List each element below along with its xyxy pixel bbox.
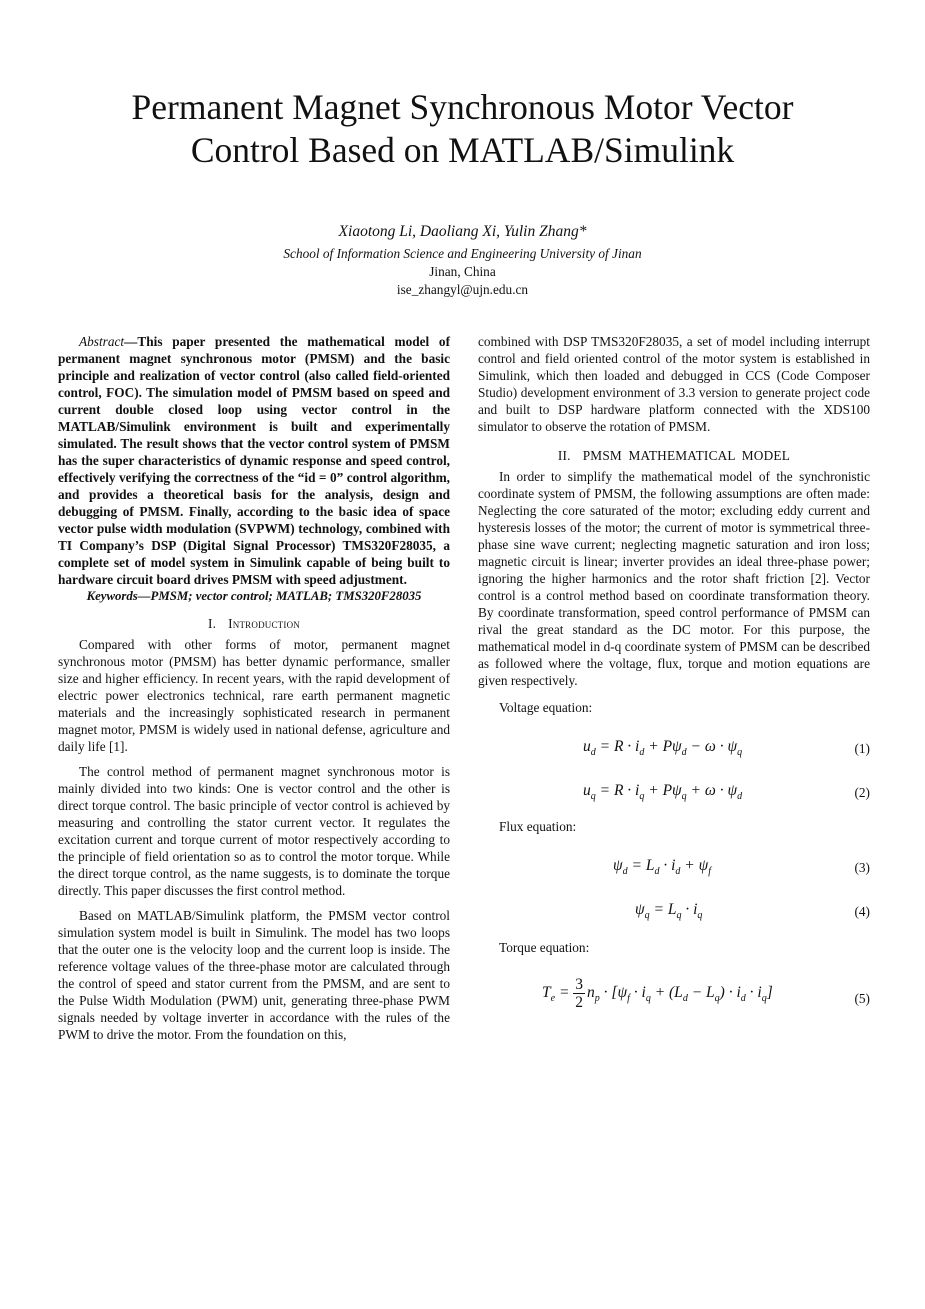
author-list: Xiaotong Li, Daoliang Xi, Yulin Zhang* (338, 223, 587, 240)
location: Jinan, China (429, 264, 496, 279)
abstract-dash: — (124, 334, 138, 349)
abstract (58, 333, 450, 588)
intro-paragraph-3: Based on MATLAB/Simulink platform, the PMSM vector control simulation system model is built in Simulink. The model has two loops that the outer one is the velocity loop and the current loop is inside. The reference voltage values of the three-phase motor are calculated through the control of speed and stator current from the PMSM, and are sent to the Pulse Width Modulation (PWM) unit, generating three-phase PWM signals needed by voltage inverter in accordance with the rules of the PWM to drive the motor. From the foundation on this, (58, 908, 450, 1042)
intro-paragraph-1: Compared with other forms of motor, permanent magnet synchronous motor (PMSM) has better dynamic performance, smaller size and higher efficiency. In recent years, with the rapid development of electric power electronics technical, rare earth permanent magnetic materials and the increasingly sophisticated research in permanent magnet motor, PMSM is widely used in national defense, agriculture and daily life [1]. (58, 637, 450, 754)
equation-4 (478, 889, 870, 933)
voltage-equation-label: Voltage equation: (499, 700, 593, 715)
left-column (58, 333, 450, 1043)
section-number: II. (557, 448, 571, 463)
section-heading-model (478, 447, 870, 464)
equation-5 (478, 970, 870, 1026)
equation-1 (478, 726, 870, 770)
abstract-lead: Abstract (79, 334, 125, 349)
title-line-1: Permanent Magnet Synchronous Motor Vector (131, 87, 794, 127)
right-column (478, 333, 870, 1026)
section-title: Introduction (228, 616, 300, 631)
intro-paragraph-continued: combined with DSP TMS320F28035, a set of model including interrupt control and field oriented control of the motor system is established in Simulink, which then loaded and debugged in CCS (Code Composer Studio) development environment of 3.3 version to generate project code and built to DSP hardware platform connected with the XDS100 simulator to observe the rotation of PMSM. (478, 334, 870, 434)
model-paragraph: In order to simplify the mathematical model of the synchronistic coordinate system of PMSM, the following assumptions are often made: Neglecting the core saturated of the motor; excluding eddy current and hysteresis losses of the motor; the current of motor is symmetrical three-phase sine wave current; neglecting magnetic saturation and iron loss; magnetic circuit is linear; inverter provides an ideal three-phase power; ignoring the higher harmonics and the rotor shaft friction [2]. Vector control is a control method based on coordinate transformation theory. By coordinate transformation, speed control performance of PMSM can rival the great standard as the DC motor. For this purpose, the mathematical model in d-q coordinate system of PMSM can be described as followed where the voltage, flux, torque and motion equations are given respectively. (478, 469, 870, 688)
intro-paragraph-2: The control method of permanent magnet synchronous motor is mainly divided into two kinds: One is vector control and the other is direct torque control. The basic principle of vector control is achieved by measuring and controlling the stator current vector. It regulates the excitation current and torque current of motor respectively according to the principle of field orientation so as to control the motor torque. While the direct torque control, as the name suggests, is to dominate the torque directly. This paper discusses the first control method. (58, 764, 450, 898)
torque-equation-label: Torque equation: (499, 940, 590, 955)
affiliation-block (0, 245, 925, 299)
fraction-three-halves: $\frac{3}{2}$ (575, 976, 584, 1011)
equation-number: (2) (854, 785, 870, 800)
equation-number: (5) (854, 991, 870, 1006)
keywords: Keywords—PMSM; vector control; MATLAB; TMS320F28035 (86, 589, 422, 603)
equation-2-formula: $u_q = R \cdot i_q + P\psi_q + \omega \cdot \psi_d$ (583, 782, 743, 803)
equation-3 (478, 845, 870, 889)
email: ise_zhangyl@ujn.edu.cn (396, 282, 529, 297)
equation-2 (478, 770, 870, 814)
equation-1-formula: $u_d = R \cdot i_d + P\psi_d - \omega \cdot \psi_q$ (583, 738, 743, 759)
equation-5-formula: $T_e$ = $\frac{3}{2}$ $n_p \cdot [\psi_f \cdot i_q + (L_d - L_q) \cdot i_d \cdot i_q]$ (542, 976, 773, 1011)
section-number: I. (208, 616, 217, 631)
equation-number: (3) (854, 860, 870, 875)
paper-title (0, 86, 925, 172)
flux-equation-label: Flux equation: (499, 819, 577, 834)
section-heading-introduction (58, 615, 450, 632)
section-title: PMSM MATHEMATICAL MODEL (582, 448, 791, 463)
equation-3-formula: $\psi_d = L_d \cdot i_d + \psi_f$ (613, 857, 712, 878)
equation-number: (1) (854, 741, 870, 756)
abstract-body: This paper presented the mathematical model of permanent magnet synchronous motor (PMSM) and the basic principle and realization of vector control (also called field-oriented control, FOC). The simulation model of PMSM based on speed and current double closed loop using vector control in the MATLAB/Simulink environment is built and experimentally simulated. The result shows that the vector control system of PMSM has the super characteristics of dynamic response and speed control, effectively verifying the correctness of the “id = 0” control algorithm, and provides a theoretical basis for the analysis, design and debugging of PMSM. Finally, according to the basic idea of space vector pulse width modulation (SVPWM) technology, combined with TI Company’s DSP (Digital Signal Processor) TMS320F28035, a complete set of model system in Simulink capable of being built to hardware circuit board drives PMSM with speed adjustment. (58, 334, 450, 587)
equation-4-formula: $\psi_q = L_q \cdot i_q$ (635, 901, 703, 922)
equation-number: (4) (854, 904, 870, 919)
institution: School of Information Science and Engineering University of Jinan (283, 246, 642, 261)
title-line-2: Control Based on MATLAB/Simulink (190, 130, 735, 170)
